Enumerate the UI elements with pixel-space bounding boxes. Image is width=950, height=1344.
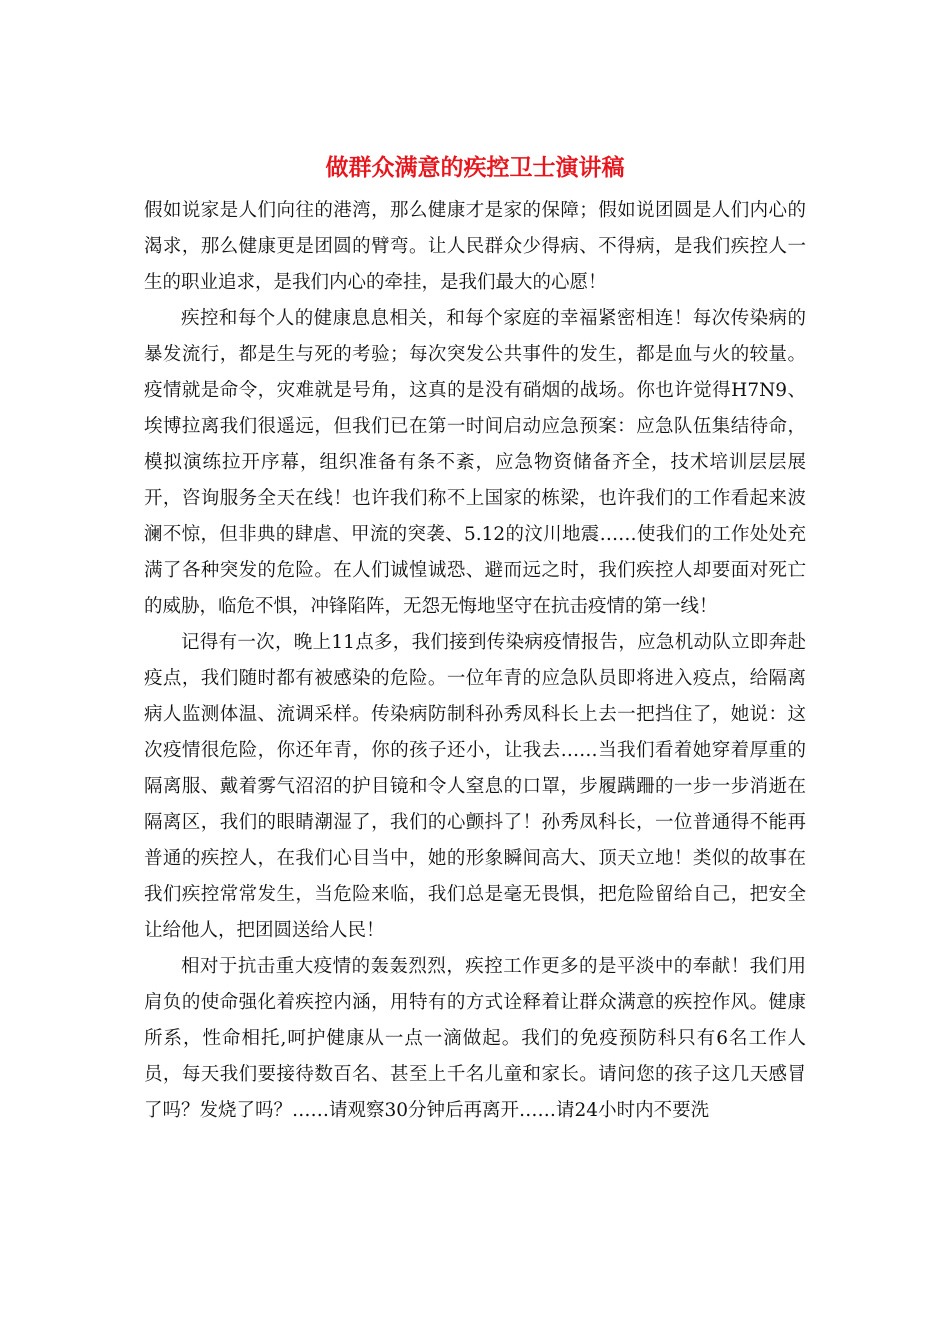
paragraph-4: 相对于抗击重大疫情的轰轰烈烈，疾控工作更多的是平淡中的奉献！我们用肩负的使命强化着疾控内涵，用特有的方式诠释着让群众满意的疾控作风。健康所系，性命相托,呵护健康从一点一滴做起。我们的免疫预防科只有6名工作人员，每天我们要接待数百名、甚至上千名儿童和家长。请问您的孩子这几天感冒了吗？发烧了吗？……请观察30分钟后再离开……请24小时内不要洗 (144, 956, 806, 1121)
paragraph-2: 疾控和每个人的健康息息相关，和每个家庭的幸福紧密相连！每次传染病的暴发流行，都是生与死的考验；每次突发公共事件的发生，都是血与火的较量。疫情就是命令，灾难就是号角，这真的是没有硝烟的战场。你也许觉得H7N9、埃博拉离我们很遥远，但我们已在第一时间启动应急预案：应急队伍集结待命，模拟演练拉开序幕，组织准备有条不紊，应急物资储备齐全，技术培训层层展开，咨询服务全天在线！也许我们称不上国家的栋梁，也许我们的工作看起来波澜不惊，但非典的肆虐、甲流的突袭、5.12的汶川地震……使我们的工作处处充满了各种突发的危险。在人们诚惶诚恐、避而远之时，我们疾控人却要面对死亡的威胁，临危不惧，冲锋陷阵，无怨无悔地坚守在抗击疫情的第一线！ (144, 308, 806, 617)
paragraph-1: 假如说家是人们向往的港湾，那么健康才是家的保障；假如说团圆是人们内心的渴求，那么健康更是团圆的臂弯。让人民群众少得病、不得病，是我们疾控人一生的职业追求，是我们内心的牵挂，是我们最大的心愿！ (144, 200, 806, 293)
paragraph-3: 记得有一次，晚上11点多，我们接到传染病疫情报告，应急机动队立即奔赴疫点，我们随时都有被感染的危险。一位年青的应急队员即将进入疫点，给隔离病人监测体温、流调采样。传染病防制科孙秀凤科长上去一把挡住了，她说：这次疫情很危险，你还年青，你的孩子还小，让我去……当我们看着她穿着厚重的隔离服、戴着雾气沼沼的护目镜和令人窒息的口罩，步履蹒跚的一步一步消逝在隔离区，我们的眼睛潮湿了，我们的心颤抖了！孙秀凤科长，一位普通得不能再普通的疾控人，在我们心目当中，她的形象瞬间高大、顶天立地！类似的故事在我们疾控常常发生，当危险来临，我们总是毫无畏惧，把危险留给自己，把安全让给他人，把团圆送给人民！ (144, 632, 806, 941)
document-body (144, 193, 806, 1129)
document-title: 做群众满意的疾控卫士演讲稿 (325, 154, 625, 181)
